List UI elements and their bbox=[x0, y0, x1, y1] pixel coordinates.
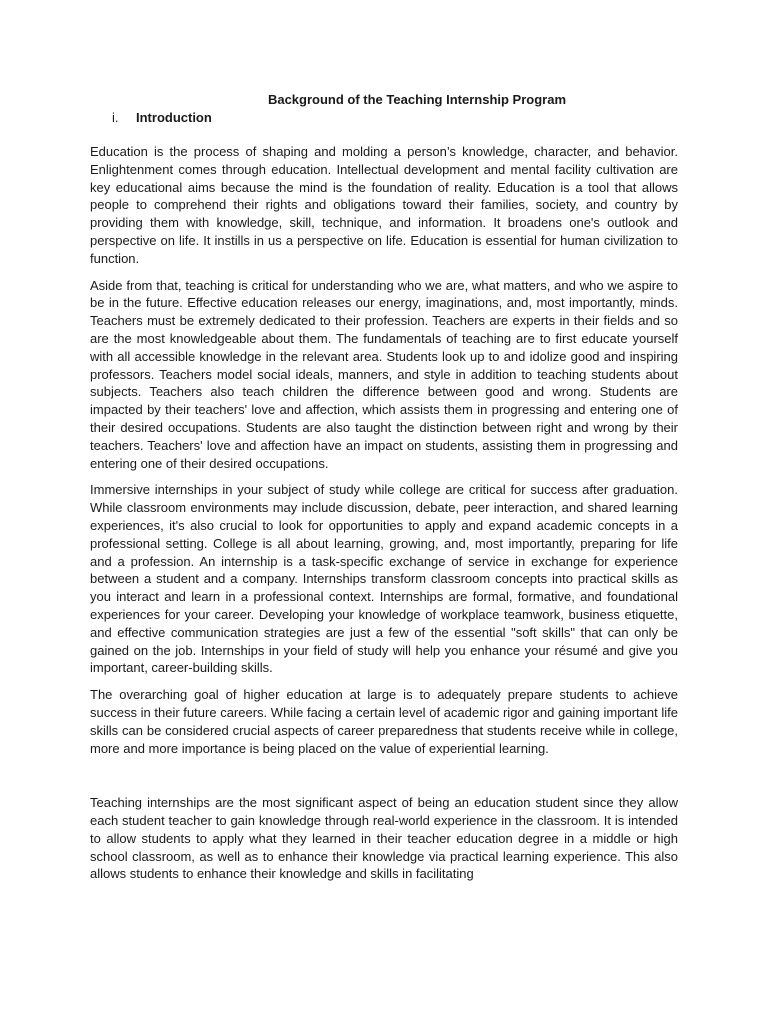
section-number: i. bbox=[112, 110, 119, 125]
document-title: Background of the Teaching Internship Program bbox=[267, 92, 567, 107]
paragraph-teaching-internships: Teaching internships are the most significant aspect of being an education student since they allow each student teacher to gain knowledge through real-world experience in the classroom. It is intended to allow students to apply what they learned in their teacher education degree in a middle or high school classroom, as well as to enhance their knowledge via practical learning experience. This also allows students to enhance their knowledge and skills in facilitating bbox=[90, 795, 678, 882]
section-label: Introduction bbox=[136, 110, 212, 125]
paragraph-internships: Immersive internships in your subject of study while college are critical for success after graduation. While classroom environments may include discussion, debate, peer interaction, and shared learning experiences, it's also crucial to look for opportunities to apply and expand academic concepts in a professional setting. College is all about learning, growing, and, most importantly, preparing for life and a profession. An internship is a task-specific exchange of service in exchange for experience between a student and a company. Internships transform classroom concepts into practical skills as you interact and learn in a professional context. Internships are formal, formative, and foundational experiences for your career. Developing your knowledge of workplace teamwork, business etiquette, and effective communication strategies are just a few of the essential "soft skills" that can only be gained on the job. Internships in your field of study will help you enhance your résumé and give you important, career-building skills. bbox=[90, 482, 678, 676]
document-page bbox=[90, 92, 678, 892]
section-heading bbox=[112, 110, 678, 126]
paragraph-higher-education: The overarching goal of higher education at large is to adequately prepare students to achieve success in their future careers. While facing a certain level of academic rigor and gaining important life skills can be considered crucial aspects of career preparedness that students receive while in college, more and more importance is being placed on the value of experiential learning. bbox=[90, 687, 678, 756]
paragraph-education: Education is the process of shaping and molding a person’s knowledge, character, and behavior. Enlightenment comes through education. Intellectual development and mental facility cultivation are key educational aims because the mind is the foundation of reality. Education is a tool that allows people to comprehend their rights and obligations toward their families, society, and country by providing them with knowledge, skill, technique, and information. It broadens one's outlook and perspective on life. It instills in us a perspective on life. Education is essential for human civilization to function. bbox=[90, 144, 678, 266]
paragraph-teaching: Aside from that, teaching is critical for understanding who we are, what matters, and who we aspire to be in the future. Effective education releases our energy, imaginations, and, most importantly, minds. Teachers must be extremely dedicated to their profession. Teachers are experts in their fields and so are the most knowledgeable about them. The fundamentals of teaching are to first educate yourself with all accessible knowledge in the relevant area. Students look up to and idolize good and inspiring professors. Teachers model social ideals, manners, and style in addition to teaching students about subjects. Teachers also teach children the difference between good and wrong. Students are impacted by their teachers' love and affection, which assists them in progressing and entering one of their desired occupations. Students are also taught the distinction between right and wrong by their teachers. Teachers' love and affection have an impact on students, assisting them in progressing and entering one of their desired occupations. bbox=[90, 277, 678, 471]
